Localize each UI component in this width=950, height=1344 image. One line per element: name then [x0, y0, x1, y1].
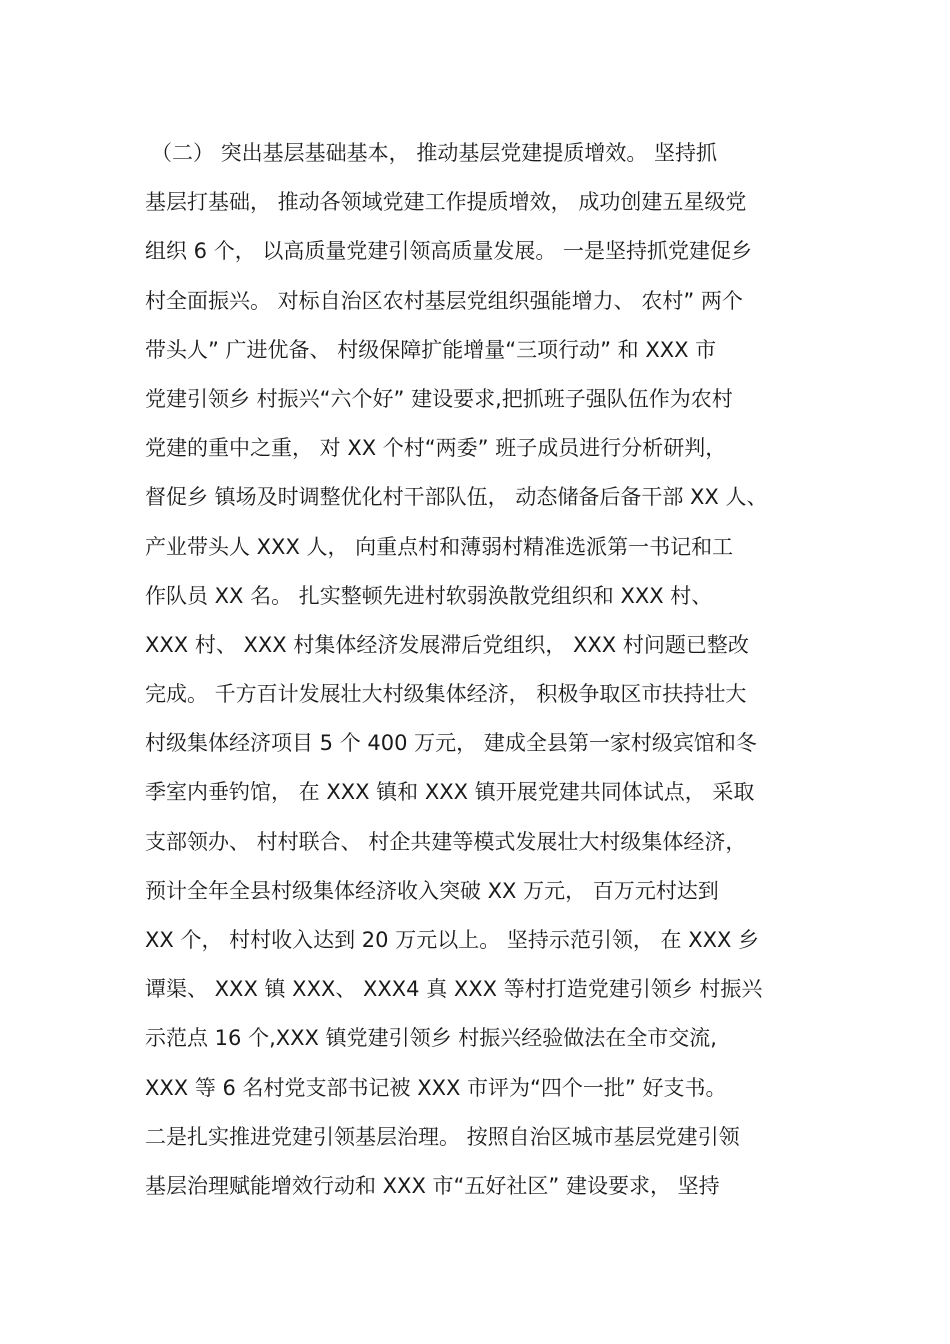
text-line: 村全面振兴。 对标自治区农村基层党组织强能增力、 农村” 两个	[145, 288, 743, 313]
text-line: 二是扎实推进党建引领基层治理。 按照自治区城市基层党建引领	[145, 1124, 740, 1149]
text-line: XX 个， 村村收入达到 20 万元以上。 坚持示范引领， 在 XXX 乡	[145, 928, 760, 952]
text-line: 党建引领乡 村振兴“六个好” 建设要求,把抓班子强队伍作为农村	[145, 386, 733, 411]
text-line: 带头人” 广进优备、 村级保障扩能增量“三项行动” 和 XXX 市	[145, 337, 717, 362]
text-line: 谭渠、 XXX 镇 XXX、 XXX4 真 XXX 等村打造党建引领乡 村振兴	[145, 977, 763, 1002]
text-line: 预计全年全县村级集体经济收入突破 XX 万元， 百万元村达到	[145, 878, 719, 903]
text-line: 村级集体经济项目 5 个 400 万元， 建成全县第一家村级宾馆和冬	[145, 731, 757, 756]
text-line: 党建的重中之重， 对 XX 个村“两委” 班子成员进行分析研判，	[145, 436, 727, 461]
text-line: XXX 等 6 名村党支部书记被 XXX 市评为“四个一批” 好支书。	[145, 1075, 727, 1100]
text-line: 示范点 16 个,XXX 镇党建引领乡 村振兴经验做法在全市交流,	[145, 1026, 717, 1051]
body-paragraph	[145, 129, 825, 1211]
text-line: 产业带头人 XXX 人， 向重点村和薄弱村精准选派第一书记和工	[145, 534, 734, 559]
text-line: 基层治理赋能增效行动和 XXX 市“五好社区” 建设要求， 坚持	[145, 1173, 720, 1198]
text-line: XXX 村、 XXX 村集体经济发展滞后党组织， XXX 村问题已整改	[145, 632, 749, 657]
text-line: 季室内垂钓馆， 在 XXX 镇和 XXX 镇开展党建共同体试点， 采取	[145, 780, 755, 805]
text-line: 作队员 XX 名。 扎实整顿先进村软弱涣散党组织和 XXX 村、	[145, 583, 713, 608]
text-line: （二） 突出基层基础基本， 推动基层党建提质增效。 坚持抓	[151, 141, 718, 165]
text-line: 组织 6 个， 以高质量党建引领高质量发展。 一是坚持抓党建促乡	[145, 239, 753, 264]
text-line: 完成。 千方百计发展壮大村级集体经济， 积极争取区市扶持壮大	[145, 682, 747, 707]
text-line: 支部领办、 村村联合、 村企共建等模式发展壮大村级集体经济，	[145, 829, 747, 854]
text-line: 督促乡 镇场及时调整优化村干部队伍， 动态储备后备干部 XX 人、	[145, 485, 768, 510]
text-line: 基层打基础， 推动各领域党建工作提质增效， 成功创建五星级党	[145, 190, 747, 215]
